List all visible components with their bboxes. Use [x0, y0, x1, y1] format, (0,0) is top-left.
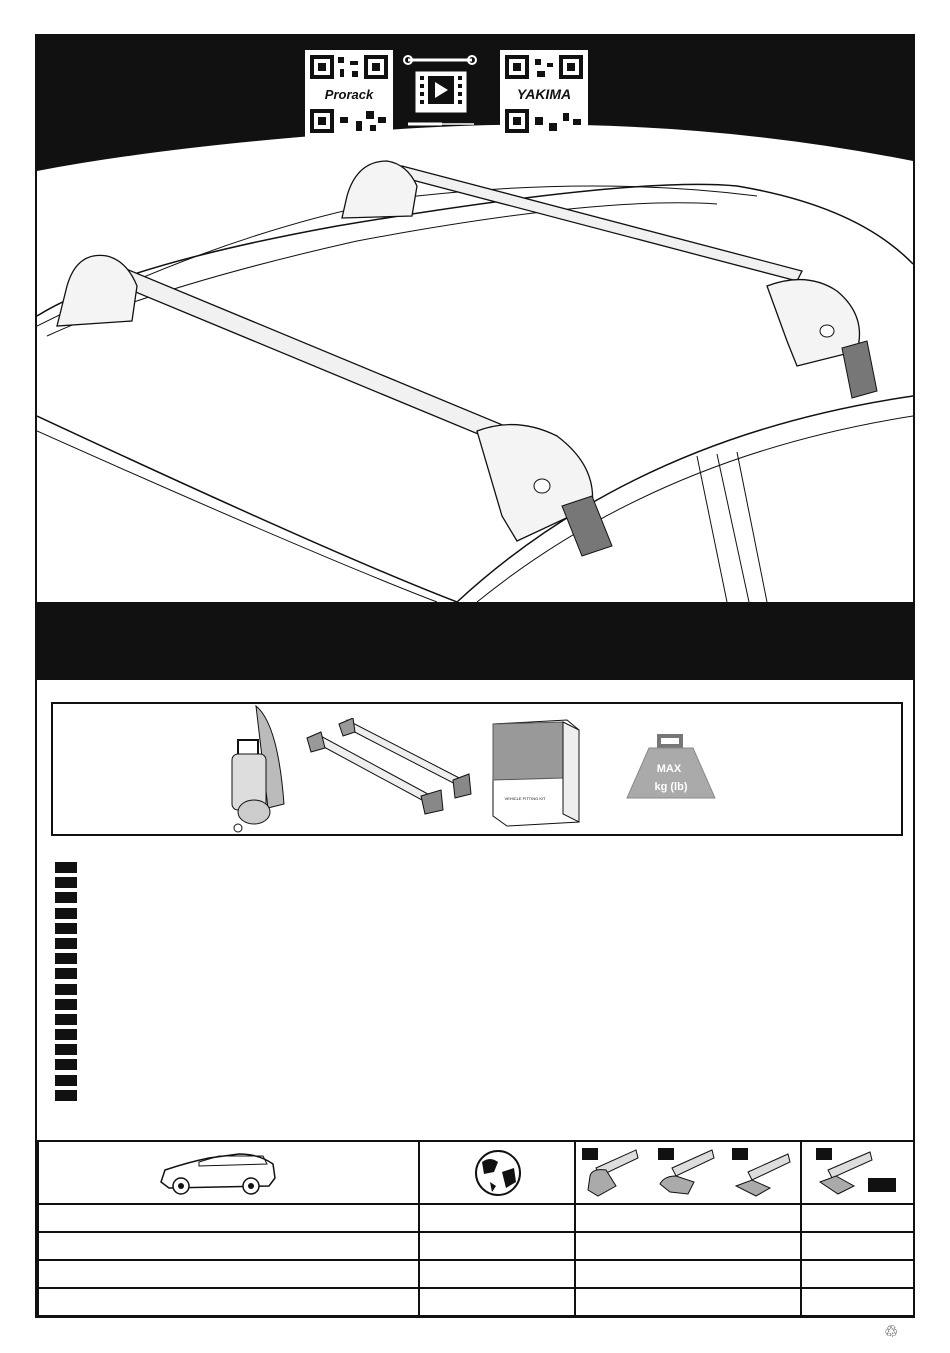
table-cell [419, 1288, 575, 1316]
table-row [38, 1260, 914, 1288]
table-cell [419, 1260, 575, 1288]
kit-box-label: VEHICLE FITTING KIT [504, 796, 546, 801]
vehicle-column-header [38, 1141, 419, 1204]
globe-icon [420, 1142, 576, 1200]
table-cell [575, 1260, 801, 1288]
table-row [38, 1232, 914, 1260]
region-column-header [419, 1141, 575, 1204]
language-marker [55, 1029, 77, 1040]
video-play-icon[interactable] [402, 50, 480, 136]
language-marker [55, 953, 77, 964]
title-band [37, 602, 913, 680]
table-cell [419, 1204, 575, 1232]
table-cell [801, 1232, 914, 1260]
qr-code-icon[interactable] [500, 50, 588, 138]
qr-brand-label: YAKIMA [516, 86, 572, 102]
table-cell [38, 1232, 419, 1260]
language-marker [55, 1075, 77, 1086]
language-marker [55, 984, 77, 995]
language-marker [55, 1044, 77, 1055]
fitment-table [37, 1140, 913, 1316]
language-markers [55, 862, 79, 1105]
table-cell [38, 1204, 419, 1232]
language-marker [55, 923, 77, 934]
max-weight-unit-label: kg (lb) [654, 781, 688, 793]
table-row [38, 1204, 914, 1232]
table-cell [801, 1260, 914, 1288]
table-cell [575, 1232, 801, 1260]
table-cell [575, 1204, 801, 1232]
max-weight-icon [623, 732, 719, 809]
language-marker [55, 968, 77, 979]
car-icon [39, 1142, 420, 1200]
language-marker [55, 1014, 77, 1025]
package-contents-box [51, 702, 903, 836]
language-marker [55, 999, 77, 1010]
language-marker [55, 1090, 77, 1101]
language-marker [55, 938, 77, 949]
table-cell [801, 1288, 914, 1316]
language-marker [55, 877, 77, 888]
foot-type-extra-icon [802, 1142, 915, 1200]
language-marker [55, 908, 77, 919]
table-row [38, 1288, 914, 1316]
language-marker [55, 892, 77, 903]
luggage-icon [218, 704, 298, 839]
foot-type-column-header [575, 1141, 801, 1204]
language-marker [55, 862, 77, 873]
table-cell [38, 1288, 419, 1316]
table-cell [575, 1288, 801, 1316]
foot-types-icon [576, 1142, 802, 1200]
qr-code-icon[interactable] [305, 50, 393, 138]
vehicle-fitting-kit-box-icon [489, 718, 583, 833]
instruction-sheet [35, 34, 915, 1318]
recycle-icon: ♲ [884, 1324, 899, 1341]
table-cell [38, 1260, 419, 1288]
table-header-row [38, 1141, 914, 1204]
table-cell [801, 1204, 914, 1232]
roof-bars-icon [303, 718, 473, 823]
extra-foot-column-header [801, 1141, 914, 1204]
language-marker [55, 1059, 77, 1070]
qr-brand-label: Prorack [324, 87, 374, 102]
max-weight-label: MAX [656, 763, 682, 775]
table-cell [419, 1232, 575, 1260]
